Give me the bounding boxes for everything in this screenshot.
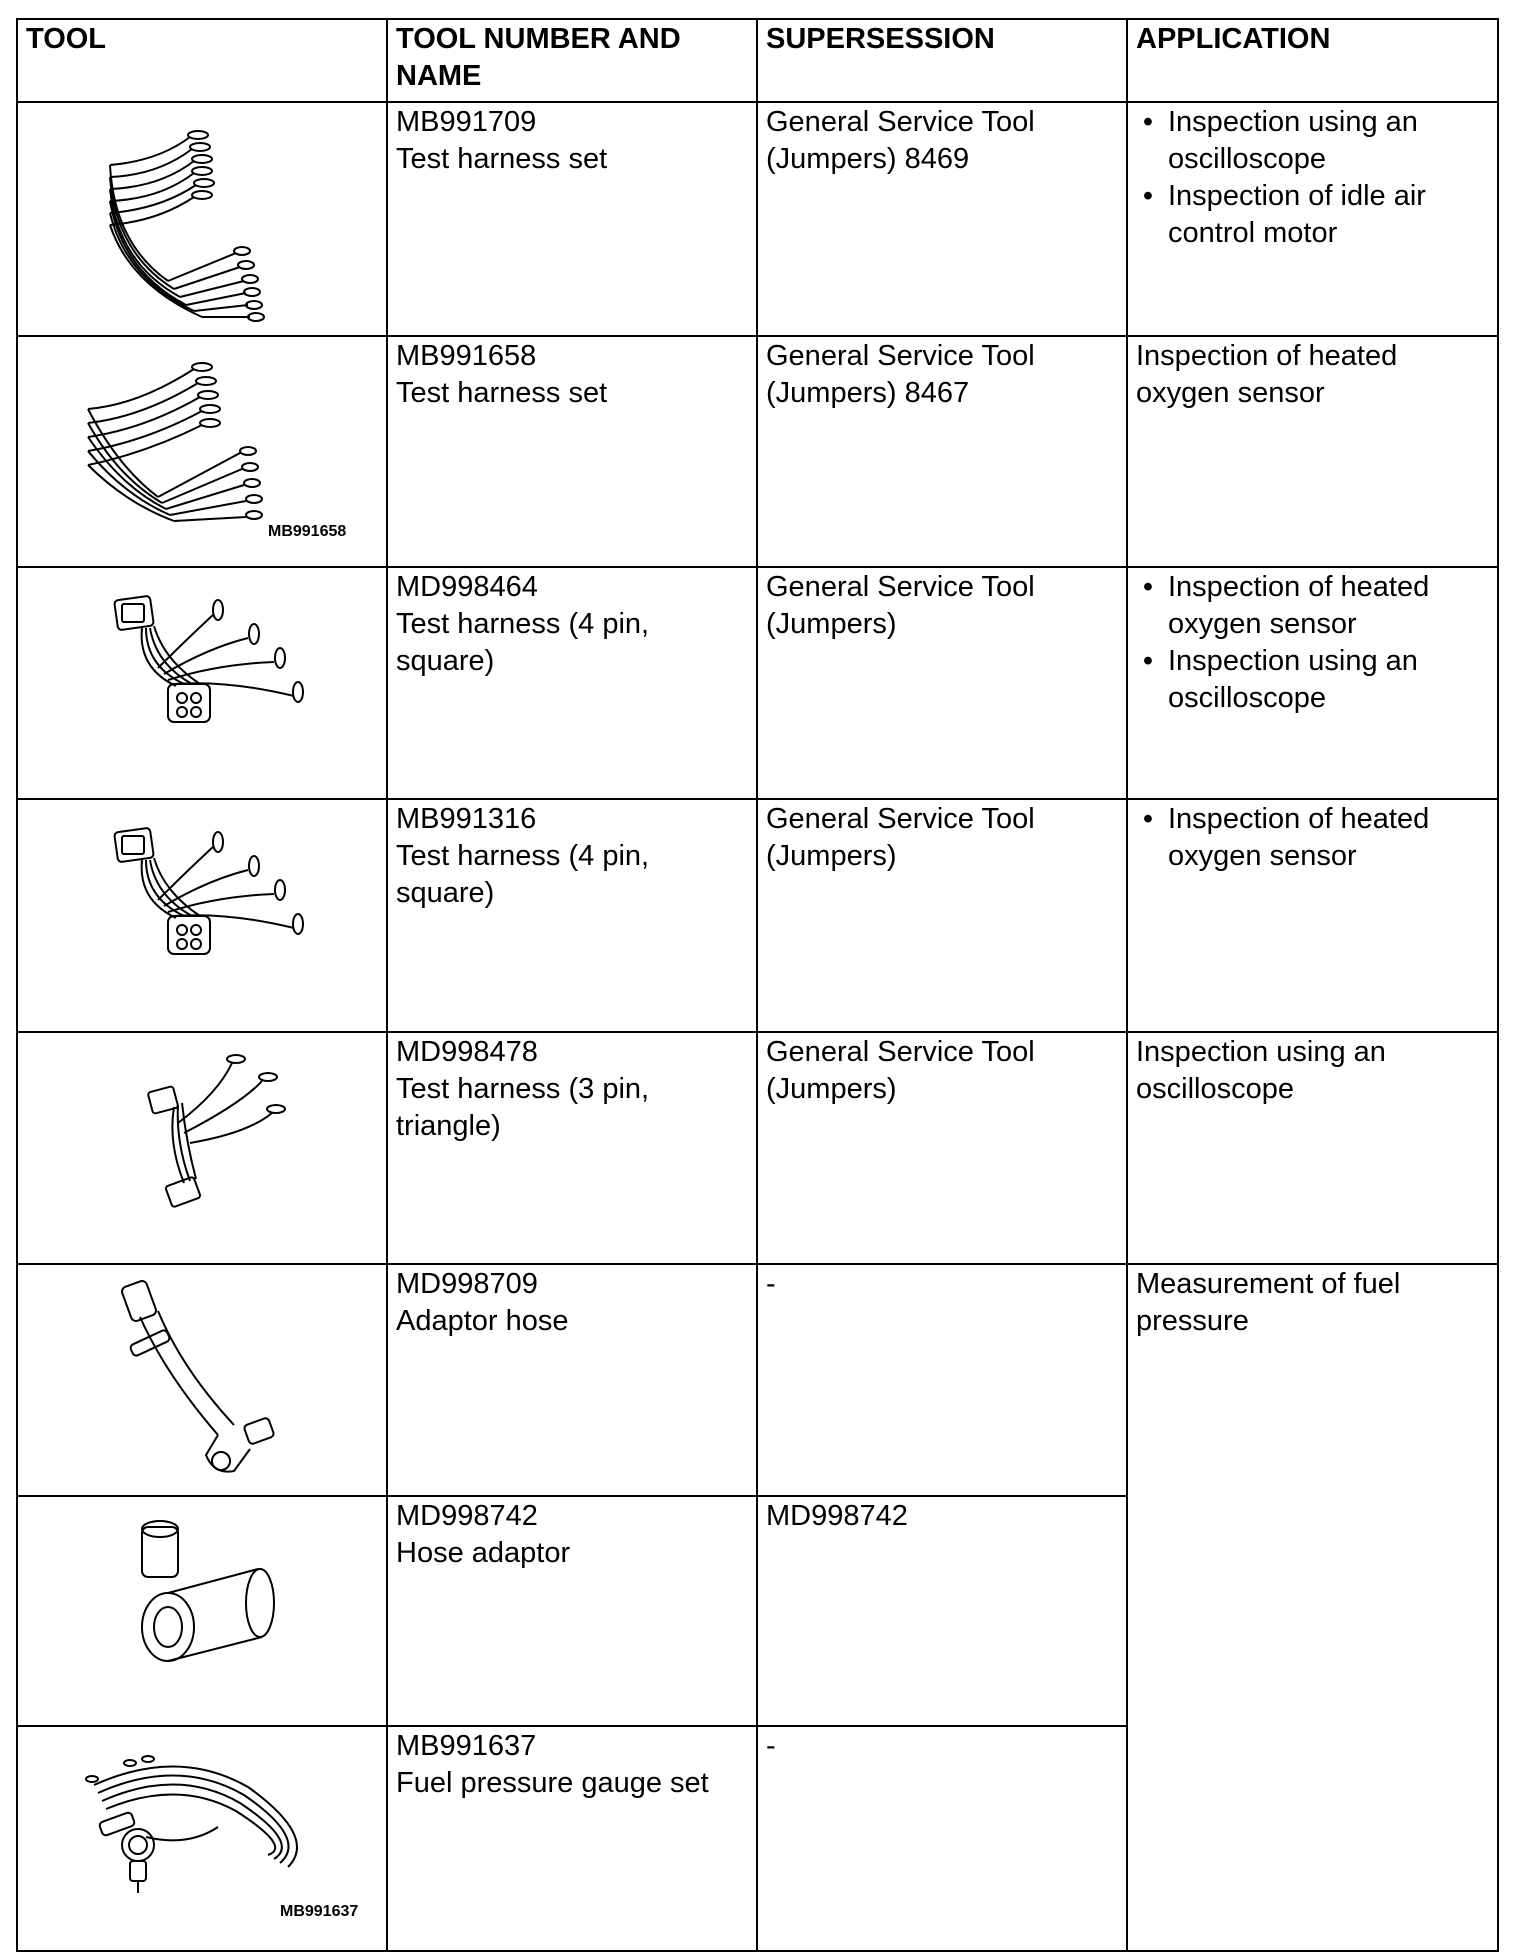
table-row — [17, 102, 1498, 336]
table-row — [17, 1032, 1498, 1264]
tool-number: MB991709 — [396, 106, 537, 138]
supersession-line: General Service Tool — [766, 803, 1035, 835]
tool-image-cell — [17, 1496, 387, 1726]
application-bullet: • Inspection using an oscilloscope — [1168, 643, 1489, 717]
supersession-line: General Service Tool — [766, 106, 1035, 138]
table-row — [17, 336, 1498, 567]
tool-name: Hose adaptor — [396, 1537, 571, 1569]
tool-image-cell — [17, 102, 387, 336]
image-label: MB991658 — [268, 523, 347, 540]
application-text: Measurement of fuel pressure — [1136, 1268, 1401, 1337]
tool-number-name-cell — [387, 1726, 757, 1951]
tool-name: Test harness (4 pin, square) — [396, 608, 650, 677]
tool-number: MD998742 — [396, 1500, 538, 1532]
supersession-line: (Jumpers) 8467 — [766, 377, 970, 409]
application-cell — [1127, 1264, 1498, 1951]
tool-name: Adaptor hose — [396, 1305, 569, 1337]
header-number-name: TOOL NUMBER AND NAME — [387, 19, 757, 102]
header-supersession: SUPERSESSION — [757, 19, 1127, 102]
tool-number: MB991637 — [396, 1730, 537, 1762]
tool-image-cell — [17, 1032, 387, 1264]
table-row — [17, 1264, 1498, 1496]
supersession-line: General Service Tool — [766, 340, 1035, 372]
header-tool: TOOL — [17, 19, 387, 102]
test-harness-3pin-icon — [18, 1033, 388, 1263]
tool-number-name-cell — [387, 799, 757, 1032]
application-bullet: • Inspection using an oscilloscope — [1168, 104, 1489, 178]
tool-number-name-cell — [387, 336, 757, 567]
tool-image-cell — [17, 567, 387, 799]
tool-image-cell — [17, 799, 387, 1032]
tool-name: Test harness (3 pin, triangle) — [396, 1073, 650, 1142]
application-list — [1136, 104, 1489, 252]
application-list — [1136, 569, 1489, 717]
tool-name: Test harness (4 pin, square) — [396, 840, 650, 909]
tool-name: Fuel pressure gauge set — [396, 1767, 709, 1799]
tool-number: MD998478 — [396, 1036, 538, 1068]
supersession-cell — [757, 102, 1127, 336]
tool-name: Test harness set — [396, 377, 608, 409]
application-cell — [1127, 567, 1498, 799]
tool-image-cell — [17, 1264, 387, 1496]
application-bullet: • Inspection of heated oxygen sensor — [1168, 801, 1489, 875]
application-cell — [1127, 102, 1498, 336]
supersession-cell — [757, 1726, 1127, 1951]
application-cell — [1127, 799, 1498, 1032]
supersession-cell — [757, 799, 1127, 1032]
tool-number: MB991658 — [396, 340, 537, 372]
application-bullet: • Inspection of idle air control motor — [1168, 178, 1489, 252]
header-row — [17, 19, 1498, 102]
supersession-cell — [757, 336, 1127, 567]
hose-adaptor-icon — [18, 1497, 388, 1725]
tool-number: MD998464 — [396, 571, 538, 603]
application-bullet: • Inspection of heated oxygen sensor — [1168, 569, 1489, 643]
application-cell — [1127, 336, 1498, 567]
supersession-line: - — [766, 1730, 776, 1762]
table-row — [17, 567, 1498, 799]
tool-image-cell — [17, 336, 387, 567]
tool-number: MB991316 — [396, 803, 537, 835]
adaptor-hose-icon — [18, 1265, 388, 1495]
application-text: Inspection of heated oxygen sensor — [1136, 340, 1398, 409]
application-list — [1136, 801, 1489, 875]
tool-number-name-cell — [387, 102, 757, 336]
test-harness-set-icon — [18, 103, 388, 335]
supersession-cell — [757, 1496, 1127, 1726]
tool-number-name-cell — [387, 1496, 757, 1726]
tool-name: Test harness set — [396, 143, 608, 175]
supersession-line: (Jumpers) — [766, 608, 897, 640]
supersession-line: (Jumpers) 8469 — [766, 143, 970, 175]
supersession-line: MD998742 — [766, 1500, 908, 1532]
supersession-line: (Jumpers) — [766, 1073, 897, 1105]
header-application: APPLICATION — [1127, 19, 1498, 102]
tool-image-cell — [17, 1726, 387, 1951]
application-text: Inspection using an oscilloscope — [1136, 1036, 1386, 1105]
supersession-line: General Service Tool — [766, 571, 1035, 603]
tool-number: MD998709 — [396, 1268, 538, 1300]
image-label: MB991637 — [280, 1903, 359, 1920]
supersession-line: (Jumpers) — [766, 840, 897, 872]
supersession-cell — [757, 1032, 1127, 1264]
tool-number-name-cell — [387, 567, 757, 799]
supersession-line: - — [766, 1268, 776, 1300]
tool-number-name-cell — [387, 1264, 757, 1496]
supersession-cell — [757, 567, 1127, 799]
supersession-line: General Service Tool — [766, 1036, 1035, 1068]
test-harness-4pin-icon — [18, 568, 388, 798]
table-row — [17, 799, 1498, 1032]
special-tools-table — [16, 18, 1499, 1952]
test-harness-4pin-icon — [18, 800, 388, 1031]
supersession-cell — [757, 1264, 1127, 1496]
application-cell — [1127, 1032, 1498, 1264]
tool-number-name-cell — [387, 1032, 757, 1264]
